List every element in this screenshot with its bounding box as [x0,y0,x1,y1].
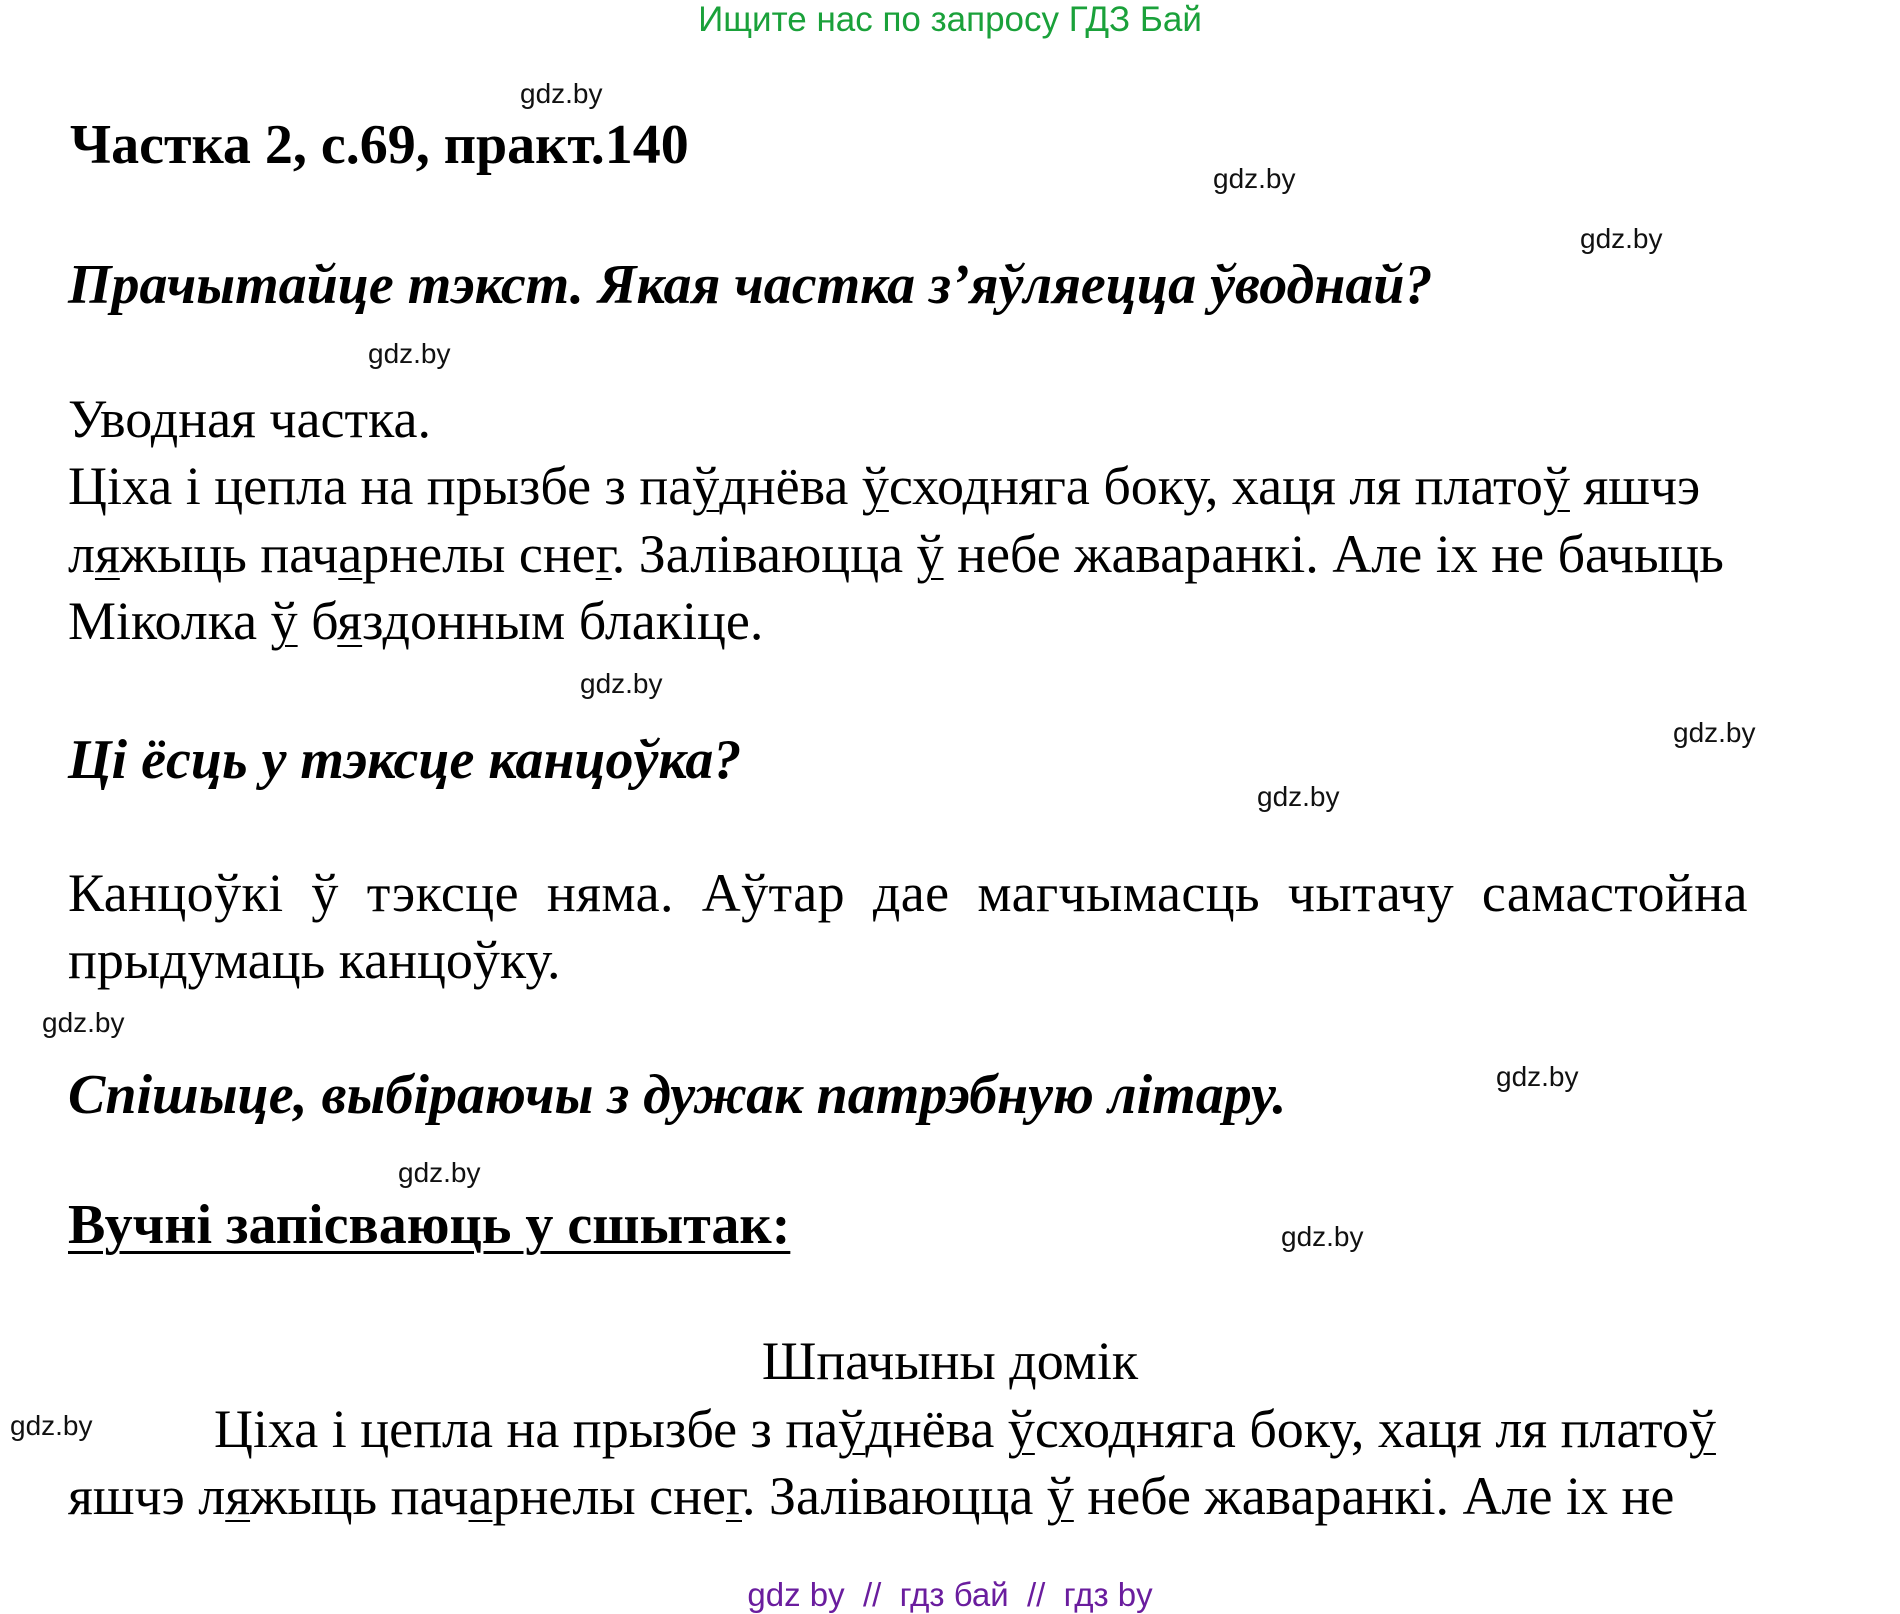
underlined-letter: ў [838,1399,866,1459]
text-run: . Заліваюцца [611,524,917,584]
text-run: Ціха і цепла на прызбе з па [214,1399,839,1459]
text-run: . Заліваюцца [742,1466,1047,1526]
question-2: Ці ёсць у тэксце канцоўка? [68,729,742,791]
search-banner: Ищите нас по запросу ГДЗ Бай [698,0,1202,39]
text-run: л [68,524,95,584]
watermark: gdz.by [1673,717,1756,748]
watermark: gdz.by [368,338,451,369]
watermark: gdz.by [42,1007,125,1038]
underlined-letter: ў [861,456,889,516]
question-3: Спішыце, выбіраючы з дужак патрэбную літару. [68,1064,1287,1126]
underlined-letter: ў [692,456,720,516]
text-run: рнелы сне [362,524,596,584]
underlined-letter: ў [1046,1466,1074,1526]
watermark: gdz.by [520,78,603,109]
text-run: рнелы сне [492,1466,726,1526]
text-run: небе жаваранкі. Але іх не [1073,1466,1675,1526]
story-title: Шпачыны домік [761,1331,1139,1391]
underlined-letter: а [338,524,363,584]
underlined-letter: ў [1542,456,1570,516]
answer-1-line-2 [68,523,1724,585]
underlined-letter: я [94,524,120,584]
text-run: Ціха і цепла на прызбе з па [68,456,693,516]
underlined-letter: г [595,524,612,584]
underlined-letter: ў [1007,1399,1035,1459]
underlined-letter: ў [916,524,944,584]
text-run: днёва [719,456,862,516]
underlined-letter: г [725,1466,742,1526]
page-heading: Частка 2, с.69, практ.140 [70,114,689,176]
answer-1-line-1 [68,455,1860,517]
watermark: gdz.by [580,668,663,699]
text-run: здонным блакіце. [362,591,764,651]
underlined-letter: ў [270,591,298,651]
watermark: gdz.by [1213,163,1296,194]
watermark: gdz.by [1496,1061,1579,1092]
text-run: сходняга боку, хаця ля плато [888,456,1543,516]
text-segment [68,455,1700,517]
text-run: днёва [865,1399,1008,1459]
underlined-letter: ў [1688,1399,1716,1459]
underlined-letter: я [337,591,363,651]
underlined-letter: а [468,1466,493,1526]
story-line-1 [214,1398,1716,1460]
answer-1-line-3 [68,590,763,652]
text-run: небе жаваранкі. Але іх не бачыць [943,524,1724,584]
watermark: gdz.by [10,1410,93,1441]
text-run: сходняга боку, хаця ля плато [1034,1399,1689,1459]
text-run: жыць пач [119,524,339,584]
watermark: gdz.by [1580,223,1663,254]
text-run: яшчэ [1569,456,1701,516]
question-1: Прачытайце тэкст. Якая частка з’яўляецца ўводнай? [68,254,1433,316]
watermark: gdz.by [1257,781,1340,812]
story-line-2 [68,1465,1674,1527]
answer-2-line-1: Канцоўкі ў тэксце няма. Аўтар дае магчымасць чытачу самастойна [68,863,1748,923]
students-write-heading: Вучні запісваюць у сшытак: [68,1194,791,1256]
watermark: gdz.by [398,1157,481,1188]
text-run: жыць пач [250,1466,469,1526]
underlined-letter: я [225,1466,251,1526]
answer-2-line-2: прыдумаць канцоўку. [68,930,561,990]
text-run: Міколка [68,591,271,651]
footer-links: gdz by // гдз бай // гдз by [747,1576,1153,1613]
answer-1-title: Уводная частка. [68,389,431,449]
watermark: gdz.by [1281,1221,1364,1252]
text-run: яшчэ л [68,1466,226,1526]
text-run: б [297,591,338,651]
